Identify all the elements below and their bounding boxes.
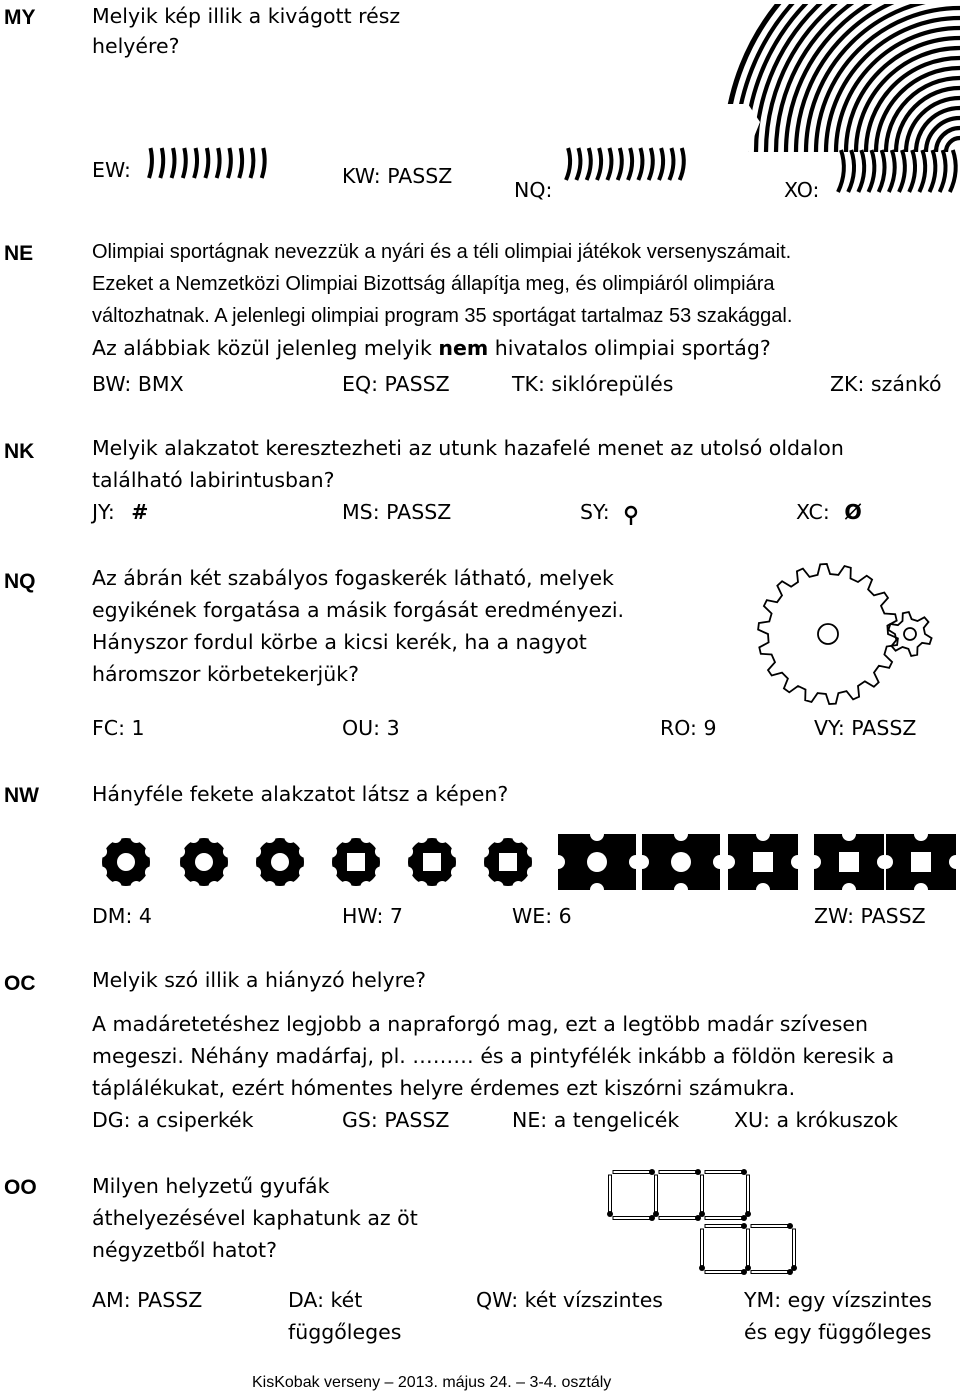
question-text-line: Az ábrán két szabályos fogaskerék látható, melyek <box>92 566 614 590</box>
arc-fragment-xo-icon <box>834 148 960 196</box>
matchstick <box>705 1269 747 1275</box>
option-hw[interactable]: HW: 7 <box>342 904 403 928</box>
question-text-line: A madáretetéshez legjobb a napraforgó mag, ezt a legtöbb madár szívesen <box>92 1012 868 1036</box>
hash-symbol: # <box>131 500 149 524</box>
black-shape <box>721 827 805 897</box>
question-text-line: megeszi. Néhány madárfaj, pl. ……… és a pintyfélék inkább a földön keresik a <box>92 1044 895 1068</box>
question-code-oo: OO <box>4 1176 37 1199</box>
option-ne[interactable]: NE: a tengelicék <box>512 1108 680 1132</box>
black-shape <box>551 827 643 897</box>
option-ym[interactable]: YM: egy vízszintes <box>744 1288 932 1312</box>
option-ro[interactable]: RO: 9 <box>660 716 717 740</box>
option-ym-line2: és egy függőleges <box>744 1320 932 1344</box>
option-bw[interactable]: BW: BMX <box>92 372 184 396</box>
matchstick <box>653 1175 659 1217</box>
option-kw[interactable]: KW: PASSZ <box>342 164 453 188</box>
option-jy[interactable] <box>92 500 148 524</box>
option-da-line2: függőleges <box>288 1320 402 1344</box>
black-shape <box>325 831 387 893</box>
option-vy[interactable]: VY: PASSZ <box>814 716 917 740</box>
option-tk[interactable]: TK: siklórepülés <box>512 372 674 396</box>
option-zk[interactable]: ZK: szánkó <box>830 372 942 396</box>
question-text-line: Melyik szó illik a hiányzó helyre? <box>92 968 427 992</box>
option-dm[interactable]: DM: 4 <box>92 904 152 928</box>
question-code-nw: NW <box>4 784 39 807</box>
page-footer: KisKobak verseny – 2013. május 24. – 3-4. osztály <box>252 1374 612 1391</box>
option-jy-label: JY: <box>92 500 115 524</box>
arc-fragment-ew-icon <box>145 146 275 182</box>
matchstick <box>751 1223 793 1229</box>
option-sy[interactable]: SY: <box>580 500 610 524</box>
emphasis-nem: nem <box>438 336 489 360</box>
question-text-line: négyzetből hatot? <box>92 1238 277 1262</box>
question-text-line: Milyen helyzetű gyufák <box>92 1174 330 1198</box>
matchstick <box>705 1169 747 1175</box>
black-shape <box>401 831 463 893</box>
option-xc[interactable] <box>796 500 862 524</box>
option-gs[interactable]: GS: PASSZ <box>342 1108 450 1132</box>
option-dg[interactable]: DG: a csiperkék <box>92 1108 254 1132</box>
question-text-part: hivatalos olimpiai sportág? <box>488 336 771 360</box>
gears-figure <box>756 560 956 710</box>
question-text-line: Melyik kép illik a kivágott rész <box>92 4 401 28</box>
option-xc-label: XC: <box>796 500 830 524</box>
question-text-line: helyére? <box>92 34 180 58</box>
option-we[interactable]: WE: 6 <box>512 904 572 928</box>
question-text-line: egyikének forgatása a másik forgását eredményezi. <box>92 598 625 622</box>
black-shape <box>173 831 235 893</box>
matchstick <box>659 1169 701 1175</box>
question-text-line: Melyik alakzatot keresztezheti az utunk hazafelé menet az utolsó oldalon <box>92 436 844 460</box>
matchstick <box>705 1215 747 1221</box>
option-ew[interactable]: EW: <box>92 158 131 182</box>
question-code-nq: NQ <box>4 570 36 593</box>
option-am[interactable]: AM: PASSZ <box>92 1288 203 1312</box>
matchstick <box>791 1229 797 1271</box>
question-text-line: található labirintusban? <box>92 468 335 492</box>
question-text-line: Ezeket a Nemzetközi Olimpiai Bizottság állapítja meg, és olimpiáról olimpiára <box>92 273 775 295</box>
question-text-line <box>92 332 771 364</box>
matchstick <box>745 1229 751 1271</box>
question-code-ne: NE <box>4 242 34 265</box>
option-fc[interactable]: FC: 1 <box>92 716 145 740</box>
black-shape <box>477 831 539 893</box>
matchsticks-figure <box>604 1166 844 1278</box>
question-text-line: háromszor körbetekerjük? <box>92 662 359 686</box>
question-text-part: Az alábbiak közül jelenleg melyik <box>92 336 439 360</box>
matchstick <box>699 1229 705 1271</box>
option-zw[interactable]: ZW: PASSZ <box>814 904 926 928</box>
option-nq[interactable]: NQ: <box>514 178 553 202</box>
question-text-line: Hányszor fordul körbe a kicsi kerék, ha a nagyot <box>92 630 587 654</box>
question-text-line: áthelyezésével kaphatunk az öt <box>92 1206 418 1230</box>
matchstick <box>613 1169 655 1175</box>
question-code-my: MY <box>4 6 36 29</box>
option-da[interactable]: DA: két <box>288 1288 363 1312</box>
question-text-line: Olimpiai sportágnak nevezzük a nyári és a téli olimpiai játékok versenyszámait. <box>92 241 792 263</box>
black-shape <box>635 827 727 897</box>
question-code-nk: NK <box>4 440 35 463</box>
black-shape <box>95 831 157 893</box>
female-sign-icon <box>623 506 639 526</box>
question-text-line: változhatnak. A jelenlegi olimpiai program 35 sportágat tartalmaz 53 szakággal. <box>92 305 793 327</box>
matchstick <box>613 1215 655 1221</box>
black-shape <box>807 827 891 897</box>
option-eq[interactable]: EQ: PASSZ <box>342 372 450 396</box>
black-shape <box>879 827 960 897</box>
matchstick <box>607 1175 613 1217</box>
black-shapes-row <box>96 828 942 894</box>
question-text-line: Hányféle fekete alakzatot látsz a képen? <box>92 782 509 806</box>
option-qw[interactable]: QW: két vízszintes <box>476 1288 663 1312</box>
question-text-line: táplálékukat, ezért hómentes helyre érdemes ezt kiszórni számukra. <box>92 1076 796 1100</box>
option-ou[interactable]: OU: 3 <box>342 716 400 740</box>
option-xo[interactable]: XO: <box>784 178 820 202</box>
empty-set-symbol: Ø <box>844 500 862 524</box>
question-code-oc: OC <box>4 972 36 995</box>
arc-fragment-nq-icon <box>562 146 692 184</box>
matchstick <box>705 1223 747 1229</box>
matchstick <box>745 1175 751 1217</box>
option-ms[interactable]: MS: PASSZ <box>342 500 452 524</box>
matchstick <box>751 1269 793 1275</box>
matchstick <box>699 1175 705 1217</box>
option-xu[interactable]: XU: a krókuszok <box>734 1108 899 1132</box>
arcs-figure <box>720 4 960 152</box>
black-shape <box>249 831 311 893</box>
matchstick <box>659 1215 701 1221</box>
